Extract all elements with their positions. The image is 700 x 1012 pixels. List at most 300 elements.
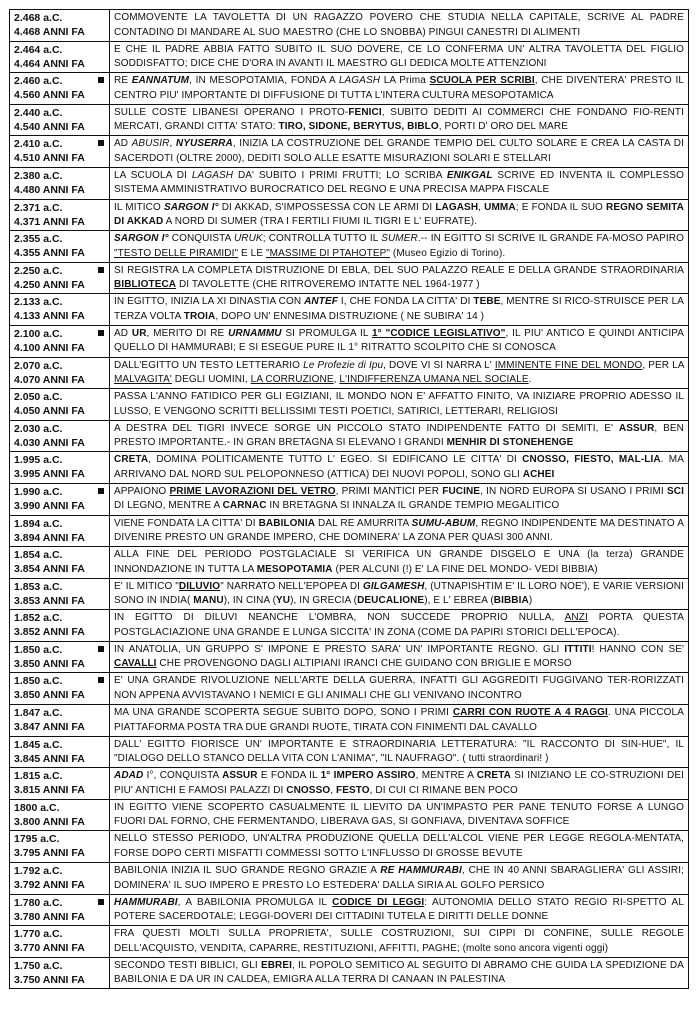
text-segment: UMMA bbox=[484, 201, 516, 213]
event-description bbox=[110, 515, 689, 547]
date-cell bbox=[10, 389, 110, 421]
date-cell bbox=[10, 325, 110, 357]
text-segment: CAVALLI bbox=[114, 658, 157, 670]
timeline-row bbox=[10, 515, 689, 547]
text-segment: 1° IMPERO ASSIRO bbox=[320, 770, 416, 782]
event-description bbox=[110, 104, 689, 136]
years-ago: 3.750 ANNI FA bbox=[14, 973, 85, 986]
years-ago: 3.990 ANNI FA bbox=[14, 499, 85, 512]
event-description bbox=[110, 736, 689, 768]
text-segment: , MENTRE SI RICO-STRUISCE PER LA TERZA VOLTA bbox=[114, 296, 685, 322]
text-segment: . MA ARRIVANO DAL NORD SUL PELOPONNESO (ATTICA) DEI NUOVI POPOLI, SONO GLI bbox=[114, 454, 684, 480]
text-segment: ABUSIR bbox=[131, 138, 170, 150]
years-ago: 3.845 ANNI FA bbox=[14, 752, 85, 765]
event-date: 1.750 a.C. bbox=[14, 959, 63, 972]
text-segment: , PER LA bbox=[642, 359, 684, 371]
timeline-row bbox=[10, 262, 689, 294]
event-description bbox=[110, 294, 689, 326]
date-cell bbox=[10, 926, 110, 958]
text-segment: , SUBITO DEDITI AI COMMERCI CHE FONDANO FIO-RENTI MERCATI, GRANDI CITTA' STATO: bbox=[114, 106, 684, 133]
text-segment: DILUVIO bbox=[178, 580, 221, 592]
text-segment: FUCINE bbox=[442, 485, 481, 497]
text-segment: IN EGITTO VIENE SCOPERTO CASUALMENTE IL LIEVITO DA UN'IMPASTO PER PANE TENUTO FORSE A LUNGO FUORI DAL FORNO, CHE FERMENTANDO, LIBERAVA GAS, SI GONFIAVA, DIVENTAVA SOFFICE bbox=[114, 801, 684, 828]
event-date: 2.133 a.C. bbox=[14, 296, 63, 309]
date-cell bbox=[10, 863, 110, 895]
timeline-row bbox=[10, 199, 689, 231]
timeline-row bbox=[10, 705, 689, 737]
text-segment: ITTITI bbox=[564, 643, 592, 655]
years-ago: 4.030 ANNI FA bbox=[14, 436, 85, 449]
event-description bbox=[110, 452, 689, 484]
text-segment: , IN NORD EUROPA SI USANO I PRIMI bbox=[480, 485, 668, 497]
event-description bbox=[110, 610, 689, 642]
years-ago: 3.853 ANNI FA bbox=[14, 594, 85, 607]
text-segment: , MENTRE A bbox=[415, 770, 477, 782]
text-segment: ASSUR bbox=[618, 422, 655, 434]
date-cell bbox=[10, 357, 110, 389]
text-segment: ACHEI bbox=[522, 468, 555, 480]
text-segment: (Museo Egizio di Torino). bbox=[390, 247, 506, 259]
text-segment: Le Profezie di Ipu bbox=[303, 359, 384, 371]
date-cell bbox=[10, 231, 110, 263]
event-description bbox=[110, 231, 689, 263]
text-segment: SARGON I° bbox=[114, 233, 169, 245]
years-ago: 4.468 ANNI FA bbox=[14, 26, 85, 38]
text-segment: E' UNA GRANDE RIVOLUZIONE NELL'ARTE DELLA GUERRA, INFATTI GLI AGGREDITI FUGGIVANO TER-RORIZZATI NON APPENA AVVISTAVANO I NEMICI E GLI ANIMALI CHE GLI VENIVANO INCONTRO bbox=[114, 675, 684, 701]
timeline-row bbox=[10, 799, 689, 831]
text-segment: , PRIMI MANTICI PER bbox=[335, 485, 443, 497]
event-date: 1.990 a.C. bbox=[14, 485, 63, 498]
date-cell bbox=[10, 578, 110, 610]
event-description bbox=[110, 136, 689, 168]
text-segment: , bbox=[330, 784, 336, 796]
text-segment: , MERITO DI RE bbox=[146, 327, 229, 339]
event-description bbox=[110, 389, 689, 421]
timeline-row bbox=[10, 547, 689, 579]
text-segment: DA' SUBITO I PRIMI FRUTTI; LO SCRIBA bbox=[233, 169, 447, 181]
text-segment: ANTEF bbox=[304, 296, 338, 308]
event-date: 2.371 a.C. bbox=[14, 201, 63, 214]
text-segment: , bbox=[478, 201, 485, 213]
text-segment: , bbox=[169, 138, 176, 150]
text-segment: VIENE FONDATA LA CITTA' DI bbox=[114, 517, 259, 529]
date-cell bbox=[10, 894, 110, 926]
timeline-row bbox=[10, 73, 689, 105]
timeline-row bbox=[10, 136, 689, 168]
date-cell bbox=[10, 104, 110, 136]
event-date: 2.464 a.C. bbox=[14, 43, 63, 56]
text-segment: UR bbox=[131, 327, 147, 339]
text-segment: , (UTNAPISHTIM E' IL LORO NOE'), E VARIE VERSIONI SONO IN INDIA( bbox=[114, 580, 684, 607]
years-ago: 3.795 ANNI FA bbox=[14, 847, 85, 860]
date-cell bbox=[10, 736, 110, 768]
text-segment: HAMMURABI bbox=[114, 896, 178, 908]
text-segment: IN EGITTO, INIZIA LA XI DINASTIA CON bbox=[114, 296, 305, 308]
text-segment: SECONDO TESTI BIBLICI, GLI bbox=[114, 959, 261, 971]
event-description bbox=[110, 578, 689, 610]
event-date: 2.410 a.C. bbox=[14, 138, 63, 151]
date-cell bbox=[10, 136, 110, 168]
event-date: 1.853 a.C. bbox=[14, 580, 63, 593]
text-segment: LAGASH bbox=[191, 169, 234, 181]
text-segment: E LE bbox=[238, 247, 266, 259]
text-segment: DAL RE AMURRITA bbox=[315, 517, 412, 529]
years-ago: 4.070 ANNI FA bbox=[14, 373, 85, 386]
text-segment: AD bbox=[114, 138, 132, 150]
text-segment: .-- IN EGITTO SI SCRIVE IL GRANDE FA-MOSO PAPIRO bbox=[417, 233, 684, 245]
square-bullet-icon bbox=[98, 77, 104, 83]
text-segment: TROIA bbox=[183, 310, 216, 322]
event-description bbox=[110, 673, 689, 705]
event-description bbox=[110, 199, 689, 231]
text-segment: LA CORRUZIONE bbox=[250, 374, 334, 386]
text-segment: ), IN CINA ( bbox=[223, 595, 277, 607]
event-date: 1.995 a.C. bbox=[14, 454, 63, 467]
years-ago: 4.050 ANNI FA bbox=[14, 405, 85, 418]
event-description bbox=[110, 357, 689, 389]
years-ago: 3.800 ANNI FA bbox=[14, 815, 85, 828]
square-bullet-icon bbox=[98, 899, 104, 905]
text-segment: LA Prima bbox=[380, 75, 430, 87]
text-segment: ALLA FINE DEL PERIODO POSTGLACIALE SI VERIFICA UN GRANDE DISGELO E UNA (la terza) GRANDE INNONDAZIONE IN TUTTA LA bbox=[114, 549, 684, 575]
text-segment: MESOPOTAMIA bbox=[256, 563, 333, 575]
text-segment: BABILONIA bbox=[258, 517, 316, 529]
years-ago: 3.815 ANNI FA bbox=[14, 784, 85, 797]
timeline-table bbox=[9, 9, 689, 989]
event-date: 2.380 a.C. bbox=[14, 169, 63, 182]
text-segment: , REGNO INDIPENDENTE MA DESTINATO A DIVENIRE PRESTO UN GRANDE IMPERO, CHE DOMINERA' LA ZONA PER QUASI 300 ANNI. bbox=[114, 517, 684, 543]
event-description bbox=[110, 547, 689, 579]
text-segment: E FONDA IL bbox=[257, 770, 321, 782]
event-description bbox=[110, 73, 689, 105]
event-description bbox=[110, 957, 689, 989]
square-bullet-icon bbox=[98, 488, 104, 494]
event-date: 1795 a.C. bbox=[14, 833, 60, 846]
text-segment: ENIKGAL bbox=[446, 169, 493, 181]
text-segment: I°, CONQUISTA bbox=[143, 770, 223, 782]
text-segment: PORTA QUESTA POSTGLACIAZIONE UNA GRANDE E LUNGA SICCITA' IN ZONA (COME DA PAPIRI STORICI DELL'EPOCA). bbox=[114, 612, 684, 638]
text-segment: SI REGISTRA LA COMPLETA DISTRUZIONE DI EBLA, DEL SUO PALAZZO REALE E DELLA GRANDE STRAORDINARIA bbox=[114, 264, 684, 276]
text-segment: NELLO STESSO PERIODO, UN'ALTRA PRODUZIONE QUELLA DELL'ALCOL VIENE PER LEGGE REGOLA-MENTATA, FORSE DOPO CERTI MISFATTI COMMESSI SOTTO L'INFLUSSO DI GROSSE BEVUTE bbox=[114, 833, 684, 859]
timeline-row bbox=[10, 641, 689, 673]
event-date: 1.894 a.C. bbox=[14, 517, 63, 530]
text-segment: BIBBIA bbox=[493, 595, 529, 607]
years-ago: 3.995 ANNI FA bbox=[14, 468, 85, 481]
text-segment: LAGASH bbox=[338, 75, 381, 87]
text-segment: . bbox=[528, 374, 532, 386]
years-ago: 4.510 ANNI FA bbox=[14, 152, 85, 165]
text-segment: RE HAMMURABI bbox=[380, 865, 462, 877]
text-segment: EANNATUM bbox=[131, 75, 190, 87]
timeline-row bbox=[10, 420, 689, 452]
date-cell bbox=[10, 167, 110, 199]
text-segment: CONQUISTA bbox=[168, 233, 234, 245]
event-date: 2.460 a.C. bbox=[14, 75, 63, 88]
text-segment: GILGAMESH bbox=[362, 580, 425, 592]
text-segment: CRETA bbox=[114, 454, 149, 466]
text-segment: COMMOVENTE LA TAVOLETTA DI UN RAGAZZO POVERO CHE STUDIA NELLA CAPITALE, SCRIVE AL PADRE CONTADINO DI MANDARE AL SUO MAESTRO (CHE LO SNOBBA) PINGUI CANESTRI DI ALIMENTI bbox=[114, 12, 684, 38]
square-bullet-icon bbox=[98, 677, 104, 683]
square-bullet-icon bbox=[98, 140, 104, 146]
text-segment: , INIZIA LA COSTRUZIONE DEL GRANDE TEMPIO DEL CULTO SOLARE E CREA LA CASTA DI SACERDOTI (OLTRE 2000), DEDITI SOLO ALLE ESATTE MISURAZIONI SOLARI E STELLARI bbox=[114, 138, 684, 164]
text-segment: , PORTI D' ORO DEL MARE bbox=[438, 121, 568, 133]
event-date: 1.845 a.C. bbox=[14, 738, 63, 751]
timeline-row bbox=[10, 483, 689, 515]
event-date: 2.100 a.C. bbox=[14, 327, 63, 340]
event-date: 1.850 a.C. bbox=[14, 675, 63, 688]
event-date: 1.852 a.C. bbox=[14, 612, 63, 625]
event-date: 2.468 a.C. bbox=[14, 12, 63, 24]
event-description bbox=[110, 894, 689, 926]
date-cell bbox=[10, 452, 110, 484]
event-description bbox=[110, 799, 689, 831]
event-date: 1.770 a.C. bbox=[14, 928, 63, 941]
years-ago: 4.250 ANNI FA bbox=[14, 278, 85, 291]
text-segment: IN ANATOLIA, UN GRUPPO S' IMPONE E PRESTO SARA' UN' IMPORTANTE REGNO. GLI bbox=[114, 643, 565, 655]
text-segment: SI PROMULGA IL bbox=[281, 327, 372, 339]
years-ago: 4.371 ANNI FA bbox=[14, 215, 85, 228]
text-segment: LA SCUOLA DI bbox=[114, 169, 192, 181]
square-bullet-icon bbox=[98, 646, 104, 652]
date-cell bbox=[10, 420, 110, 452]
years-ago: 4.100 ANNI FA bbox=[14, 341, 85, 354]
text-segment: MENHIR DI STONEHENGE bbox=[446, 437, 574, 449]
text-segment: MALVAGITA' bbox=[114, 374, 172, 386]
years-ago: 3.780 ANNI FA bbox=[14, 910, 85, 923]
text-segment: CARRI CON RUOTE A 4 RAGGI bbox=[452, 707, 608, 719]
date-cell bbox=[10, 10, 110, 42]
text-segment: : AUTONOMIA DELLO STATO REGIO RI-SPETTO AL POTERE SACERDOTALE; LEGGI-DOVERI DEI CITTADINI TUTELA E DIRITTI DELLE DONNE bbox=[114, 896, 684, 923]
event-date: 1.850 a.C. bbox=[14, 643, 63, 656]
text-segment: CNOSSO, FIESTO, MAL-LIA bbox=[522, 454, 661, 466]
text-segment: CHE PROVENGONO DAGLI ALTIPIANI IRANCI CHE GUIDANO CON BRIGLIE E MORSO bbox=[156, 658, 572, 670]
text-segment: " NARRATO NELL'EPOPEA DI bbox=[220, 580, 363, 592]
timeline-row bbox=[10, 231, 689, 263]
text-segment: BIBLIOTECA bbox=[114, 279, 177, 291]
years-ago: 3.770 ANNI FA bbox=[14, 942, 85, 955]
text-segment: MANU bbox=[193, 595, 224, 607]
text-segment: (PER ALCUNI (!) E' LA FINE DEL MONDO- VEDI BIBBIA) bbox=[332, 563, 598, 575]
text-segment: LAGASH bbox=[435, 201, 479, 213]
text-segment: A DESTRA DEL TIGRI INVECE SORGE UN PICCOLO STATO INDIPENDENTE FATTO DI SEMITI, E' bbox=[114, 422, 619, 434]
timeline-row bbox=[10, 957, 689, 989]
event-description bbox=[110, 863, 689, 895]
text-segment: "MASSIME DI PTAHOTEP" bbox=[266, 247, 391, 259]
text-segment: DEUCALIONE bbox=[357, 595, 425, 607]
date-cell bbox=[10, 768, 110, 800]
timeline-row bbox=[10, 578, 689, 610]
square-bullet-icon bbox=[98, 267, 104, 273]
text-segment: SCI bbox=[667, 485, 684, 497]
date-cell bbox=[10, 641, 110, 673]
text-segment: DALL'EGITTO UN TESTO LETTERARIO bbox=[114, 359, 304, 371]
years-ago: 3.792 ANNI FA bbox=[14, 879, 85, 892]
text-segment: TEBE bbox=[473, 296, 501, 308]
text-segment: URUK bbox=[233, 233, 263, 245]
years-ago: 4.480 ANNI FA bbox=[14, 183, 85, 196]
years-ago: 4.133 ANNI FA bbox=[14, 310, 85, 323]
text-segment: MA UNA GRANDE SCOPERTA SEGUE SUBITO DOPO, SONO I PRIMI bbox=[114, 707, 453, 719]
text-segment: SUMER bbox=[381, 233, 418, 245]
event-date: 2.030 a.C. bbox=[14, 422, 63, 435]
date-cell bbox=[10, 705, 110, 737]
event-date: 1.854 a.C. bbox=[14, 549, 63, 562]
years-ago: 3.852 ANNI FA bbox=[14, 626, 85, 639]
text-segment: FENICI bbox=[348, 106, 382, 118]
date-cell bbox=[10, 610, 110, 642]
text-segment: DALL' EGITTO FIORISCE UN' IMPORTANTE E STRAORDINARIA LETTERATURA: "IL RACCONTO DI SIN-HUE", IL "DIALOGO DELLO STANCO DELLA VITA CON L'ANIMA", "IL NAUFRAGO". ( tutti straordinari! ) bbox=[114, 738, 684, 765]
text-segment: ) bbox=[528, 595, 533, 607]
text-segment: FESTO bbox=[336, 784, 370, 796]
square-bullet-icon bbox=[98, 330, 104, 336]
text-segment: ADAD bbox=[114, 770, 144, 782]
text-segment: IL MITICO bbox=[114, 201, 165, 213]
event-date: 1.792 a.C. bbox=[14, 865, 63, 878]
event-date: 2.355 a.C. bbox=[14, 233, 63, 246]
event-date: 1.815 a.C. bbox=[14, 770, 63, 783]
text-segment: CARNAC bbox=[222, 500, 267, 512]
event-description bbox=[110, 420, 689, 452]
text-segment: DI TAVOLETTE (CHE RITROVEREMO INTATTE NEL 1964-1977 ) bbox=[176, 279, 480, 291]
timeline-row bbox=[10, 894, 689, 926]
years-ago: 4.355 ANNI FA bbox=[14, 247, 85, 260]
text-segment: SUMU-ABUM bbox=[411, 517, 476, 529]
timeline-row bbox=[10, 389, 689, 421]
date-cell bbox=[10, 957, 110, 989]
date-cell bbox=[10, 799, 110, 831]
text-segment: ! HANNO CON SE' bbox=[591, 643, 685, 655]
date-cell bbox=[10, 673, 110, 705]
text-segment: , IL POPOLO SEMITICO AL SEGUITO DI ABRAMO CHE GUIDA LA SPEDIZIONE DA BABILONIA E DA UR IN CALDEA, EMIGRA ALLA TERRA DI CANAAN IN PALESTINA bbox=[114, 959, 685, 986]
timeline-row bbox=[10, 768, 689, 800]
timeline-row bbox=[10, 10, 689, 42]
years-ago: 3.850 ANNI FA bbox=[14, 657, 85, 670]
date-cell bbox=[10, 73, 110, 105]
date-cell bbox=[10, 831, 110, 863]
date-cell bbox=[10, 262, 110, 294]
text-segment: , bbox=[333, 374, 340, 386]
text-segment: RE bbox=[114, 75, 132, 87]
event-description bbox=[110, 641, 689, 673]
text-segment: , CHE IN 40 ANNI SBARAGLIERA' GLI ASSIRI; DOMINERA' IL SUO IMPERO E PRESTO LO ESTEDERA' DALLA SIRIA AL GOLFO PERSICO bbox=[114, 865, 684, 891]
years-ago: 3.850 ANNI FA bbox=[14, 689, 85, 702]
text-segment: SULLE COSTE LIBANESI OPERANO I PROTO- bbox=[114, 106, 349, 118]
timeline-row bbox=[10, 104, 689, 136]
years-ago: 4.464 ANNI FA bbox=[14, 57, 85, 70]
event-description bbox=[110, 705, 689, 737]
timeline-row bbox=[10, 167, 689, 199]
text-segment: , DI CUI CI RIMANE BEN POCO bbox=[369, 784, 518, 796]
text-segment: L'INDIFFERENZA UMANA NEL SOCIALE bbox=[339, 374, 529, 386]
event-date: 2.250 a.C. bbox=[14, 264, 63, 277]
text-segment: . UNA PICCOLA PIATTAFORMA POSTA TRA DUE GRANDI RUOTE, TIRATA CON FINIMENTI DAL CAVALLO bbox=[114, 707, 684, 733]
text-segment: EBREI bbox=[260, 959, 293, 971]
date-cell bbox=[10, 483, 110, 515]
text-segment: TIRO, SIDONE, BERYTUS, BIBLO bbox=[278, 121, 439, 133]
date-cell bbox=[10, 41, 110, 73]
text-segment: , DOVE VI SI NARRA L' bbox=[383, 359, 495, 371]
event-description bbox=[110, 926, 689, 958]
text-segment: , IL PIU' ANTICO E QUINDI ANTICIPA QUELLO DI HAMMURABI; E SI ESEGUE PURE IL 1° RITRATTO SCOLPITO CHE SI CONOSCA bbox=[114, 327, 684, 354]
text-segment: CNOSSO bbox=[286, 784, 331, 796]
event-description bbox=[110, 768, 689, 800]
timeline-row bbox=[10, 610, 689, 642]
text-segment: NYUSERRA bbox=[175, 138, 233, 150]
event-description bbox=[110, 831, 689, 863]
text-segment: , BEN PRESTO IMPORTANTE.- IN GRAN BRETAGNA SI ELEVANO I GRANDI bbox=[114, 422, 684, 449]
text-segment: CODICE DI LEGGI bbox=[332, 896, 425, 908]
event-date: 1.780 a.C. bbox=[14, 896, 63, 909]
text-segment: , DOPO UN' ENNESIMA DISTRUZIONE ( NE SUBIRA' 14 ) bbox=[215, 310, 485, 322]
date-cell bbox=[10, 294, 110, 326]
text-segment: SARGON I° bbox=[164, 201, 219, 213]
text-segment: , CHE DIVENTERA' PRESTO IL CENTRO PIU' IMPORTANTE DI DIFFUSIONE DI TUTTA L'INTERA CULTURA MESOPOTAMICA bbox=[114, 75, 684, 101]
text-segment: YU bbox=[276, 595, 291, 607]
text-segment: ; CONTROLLA TUTTO IL bbox=[262, 233, 382, 245]
text-segment: IN EGITTO DI DILUVI NEANCHE L'OMBRA, NON SUCCEDE PROPRIO NULLA, bbox=[114, 612, 565, 624]
text-segment: SI INIZIANO LE CO-STRUZIONI DEI PIU' ANTICHI E FAMOSI PALAZZI DI bbox=[114, 770, 684, 796]
event-date: 2.440 a.C. bbox=[14, 106, 63, 119]
years-ago: 3.854 ANNI FA bbox=[14, 563, 85, 576]
event-description bbox=[110, 325, 689, 357]
text-segment: "TESTO DELLE PIRAMIDI" bbox=[114, 247, 239, 259]
text-segment: E' IL MITICO " bbox=[114, 580, 179, 592]
event-date: 1800 a.C. bbox=[14, 801, 60, 814]
text-segment: ), E L' EBREA ( bbox=[424, 595, 494, 607]
event-description bbox=[110, 262, 689, 294]
text-segment: PASSA L'ANNO FATIDICO PER GLI EGIZIANI, IL MONDO NON E' AFFATTO FINITO, VA INIZIARE PROPRIO ADESSO IL LUSSO, E VENGONO SCRITTI BELLISSIMI TESTI POETICI, SATIRICI, LETTERARI, RELIGIOSI bbox=[114, 391, 684, 417]
event-description bbox=[110, 41, 689, 73]
timeline-row bbox=[10, 926, 689, 958]
timeline-row bbox=[10, 294, 689, 326]
event-description bbox=[110, 167, 689, 199]
timeline-row bbox=[10, 357, 689, 389]
text-segment: A NORD DI SUMER (TRA I FERTILI FIUMI IL TIGRI E L' EUFRATE). bbox=[163, 216, 478, 228]
timeline-row bbox=[10, 863, 689, 895]
text-segment: 1° "CODICE LEGISLATIVO" bbox=[371, 327, 506, 339]
event-date: 2.070 a.C. bbox=[14, 359, 63, 372]
timeline-row bbox=[10, 673, 689, 705]
text-segment: , IN MESOPOTAMIA, FONDA A bbox=[189, 75, 339, 87]
date-cell bbox=[10, 199, 110, 231]
text-segment: REGNO SEMITA DI AKKAD bbox=[114, 201, 684, 228]
event-date: 1.847 a.C. bbox=[14, 707, 63, 720]
text-segment: ASSUR bbox=[222, 770, 258, 782]
timeline-row bbox=[10, 325, 689, 357]
text-segment: FRA QUESTI MOLTI SULLA PROPRIETA', SULLE COSTRUZIONI, SUI CIPPI DI CONFINE, SULLE REGOLE DELL'ACQUISTO, VENDITA, CAPARRE, RESTITUZIONI, AFFITTI, PAGHE; (molte sono ancora vigenti oggi) bbox=[114, 928, 684, 954]
text-segment: IN BRETAGNA SI INNALZA IL GRANDE TEMPIO MEGALITICO bbox=[266, 500, 560, 512]
text-segment: ), IN GRECIA ( bbox=[290, 595, 358, 607]
timeline-row bbox=[10, 41, 689, 73]
years-ago: 4.540 ANNI FA bbox=[14, 120, 85, 133]
text-segment: CRETA bbox=[476, 770, 511, 782]
text-segment: DI LEGNO, MENTRE A bbox=[114, 500, 223, 512]
date-cell bbox=[10, 515, 110, 547]
timeline-row bbox=[10, 831, 689, 863]
text-segment: PRIME LAVORAZIONI DEL VETRO bbox=[169, 485, 336, 497]
text-segment: , A BABILONIA PROMULGA IL bbox=[177, 896, 333, 908]
event-description bbox=[110, 10, 689, 42]
text-segment: AD bbox=[114, 327, 132, 339]
text-segment: DI AKKAD, S'IMPOSSESSA CON LE ARMI DI bbox=[218, 201, 436, 213]
text-segment: BABILONIA INIZIA IL SUO GRANDE REGNO GRAZIE A bbox=[114, 865, 381, 877]
date-cell bbox=[10, 547, 110, 579]
text-segment: SCRIVE ED INVENTA IL COMPLESSO SISTEMA AMMINISTRATIVO BUROCRATICO DEL REGNO E UNA PRECISA MAPPA FISCALE bbox=[114, 169, 685, 196]
text-segment: DEGLI UOMINI, bbox=[171, 374, 251, 386]
text-segment: IMMINENTE FINE DEL MONDO bbox=[494, 359, 643, 371]
event-date: 2.050 a.C. bbox=[14, 391, 63, 404]
text-segment: APPAIONO bbox=[114, 485, 170, 497]
